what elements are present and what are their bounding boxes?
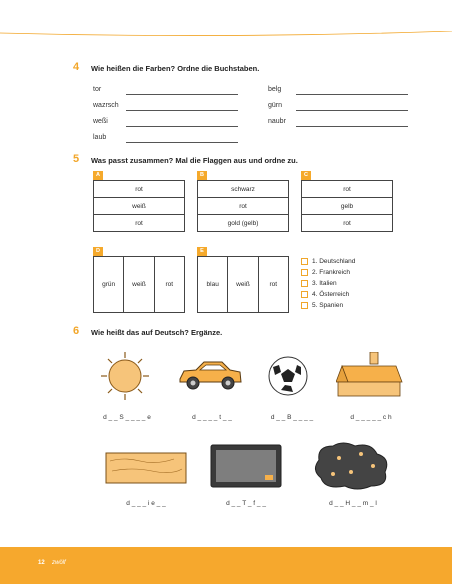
flag-stripe: grün bbox=[94, 257, 124, 312]
scrambled-word: weßi bbox=[93, 118, 108, 125]
answer-line[interactable] bbox=[126, 94, 238, 95]
scrambled-word: tor bbox=[93, 86, 102, 93]
answer-line[interactable] bbox=[296, 110, 408, 111]
exercise-5-title: Was passt zusammen? Mal die Flaggen aus und ordne zu. bbox=[91, 156, 298, 165]
flag-stripe: weiß bbox=[124, 257, 154, 312]
flag-e-table[interactable] bbox=[197, 256, 289, 313]
flag-tag-a: A bbox=[93, 171, 103, 180]
blackboard-icon bbox=[210, 444, 282, 488]
country-label: 5. Spanien bbox=[312, 302, 344, 309]
exercise-6-number: 6 bbox=[73, 325, 80, 337]
flag-d-table[interactable] bbox=[93, 256, 185, 313]
answer-line[interactable] bbox=[126, 110, 238, 111]
exercise-6-title: Wie heißt das auf Deutsch? Ergänze. bbox=[91, 328, 223, 337]
flag-tag-c: C bbox=[301, 171, 311, 180]
checkbox[interactable] bbox=[301, 280, 308, 287]
scrambled-word: wazrsch bbox=[93, 102, 119, 109]
flag-stripe: rot bbox=[269, 281, 278, 288]
exercise-5-number: 5 bbox=[73, 153, 80, 165]
flag-stripe: rot bbox=[135, 220, 143, 227]
scrambled-word: naubr bbox=[268, 118, 286, 125]
ball-icon bbox=[267, 355, 309, 397]
flag-stripe: weiß bbox=[94, 198, 184, 215]
country-label: 1. Deutschland bbox=[312, 258, 356, 265]
country-label: 2. Frankreich bbox=[312, 269, 350, 276]
country-label: 4. Österreich bbox=[312, 291, 350, 298]
answer-line[interactable] bbox=[126, 126, 238, 127]
flag-b-table[interactable] bbox=[197, 180, 289, 232]
checkbox[interactable] bbox=[301, 291, 308, 298]
gap-word-car[interactable]: d _ _ _ _ t _ _ bbox=[192, 414, 232, 421]
top-decor-line bbox=[0, 31, 452, 91]
country-option bbox=[301, 289, 355, 300]
country-option bbox=[301, 300, 355, 311]
gap-word-house[interactable]: d _ _ _ _ _ c h bbox=[350, 414, 392, 421]
flag-tag-b: B bbox=[197, 171, 207, 180]
exercise-4-number: 4 bbox=[73, 61, 80, 73]
gap-word-table[interactable]: d _ _ _ i e _ _ bbox=[126, 500, 166, 507]
answer-line[interactable] bbox=[126, 142, 238, 143]
house-icon bbox=[336, 352, 406, 397]
flag-stripe: gelb bbox=[302, 198, 392, 215]
flag-stripe: rot bbox=[94, 181, 184, 198]
answer-line[interactable] bbox=[296, 94, 408, 95]
flag-stripe: rot bbox=[165, 281, 174, 288]
checkbox[interactable] bbox=[301, 302, 308, 309]
exercise-4-title: Wie heißen die Farben? Ordne die Buchstaben. bbox=[91, 64, 260, 73]
country-option bbox=[301, 256, 355, 267]
flag-stripe: blau bbox=[198, 257, 228, 312]
country-option bbox=[301, 278, 355, 289]
scrambled-word: gürn bbox=[268, 102, 283, 109]
flag-tag-e: E bbox=[197, 247, 207, 256]
gap-word-sun[interactable]: d _ _ S _ _ _ _ e bbox=[103, 414, 151, 421]
country-label: 3. Italien bbox=[312, 280, 337, 287]
flag-tag-d: D bbox=[93, 247, 103, 256]
answer-line[interactable] bbox=[296, 126, 408, 127]
country-checklist bbox=[301, 256, 355, 311]
flag-stripe: schwarz bbox=[198, 181, 288, 198]
flag-a-table[interactable] bbox=[93, 180, 185, 232]
sun-icon bbox=[99, 350, 151, 402]
scrambled-word: laub bbox=[93, 134, 107, 141]
gap-word-board[interactable]: d _ _ T _ f _ _ bbox=[226, 500, 266, 507]
scrambled-word: belg bbox=[268, 86, 282, 93]
page-number-word: zwölf bbox=[52, 560, 66, 566]
flag-stripe: rot bbox=[343, 220, 351, 227]
sky-icon bbox=[311, 440, 393, 492]
gap-word-sky[interactable]: d _ _ H _ _ m _ l bbox=[329, 500, 377, 507]
table-icon bbox=[104, 449, 188, 487]
flag-stripe: weiß bbox=[228, 257, 258, 312]
car-icon bbox=[176, 357, 244, 393]
checkbox[interactable] bbox=[301, 269, 308, 276]
flag-stripe: rot bbox=[198, 198, 288, 215]
gap-word-ball[interactable]: d _ _ B _ _ _ _ bbox=[270, 414, 314, 421]
page-number: 12 bbox=[38, 560, 45, 566]
country-option bbox=[301, 267, 355, 278]
footer-bar bbox=[0, 547, 452, 584]
flag-stripe: gold (gelb) bbox=[227, 220, 259, 227]
flag-stripe: rot bbox=[302, 181, 392, 198]
flag-c-table[interactable] bbox=[301, 180, 393, 232]
checkbox[interactable] bbox=[301, 258, 308, 265]
